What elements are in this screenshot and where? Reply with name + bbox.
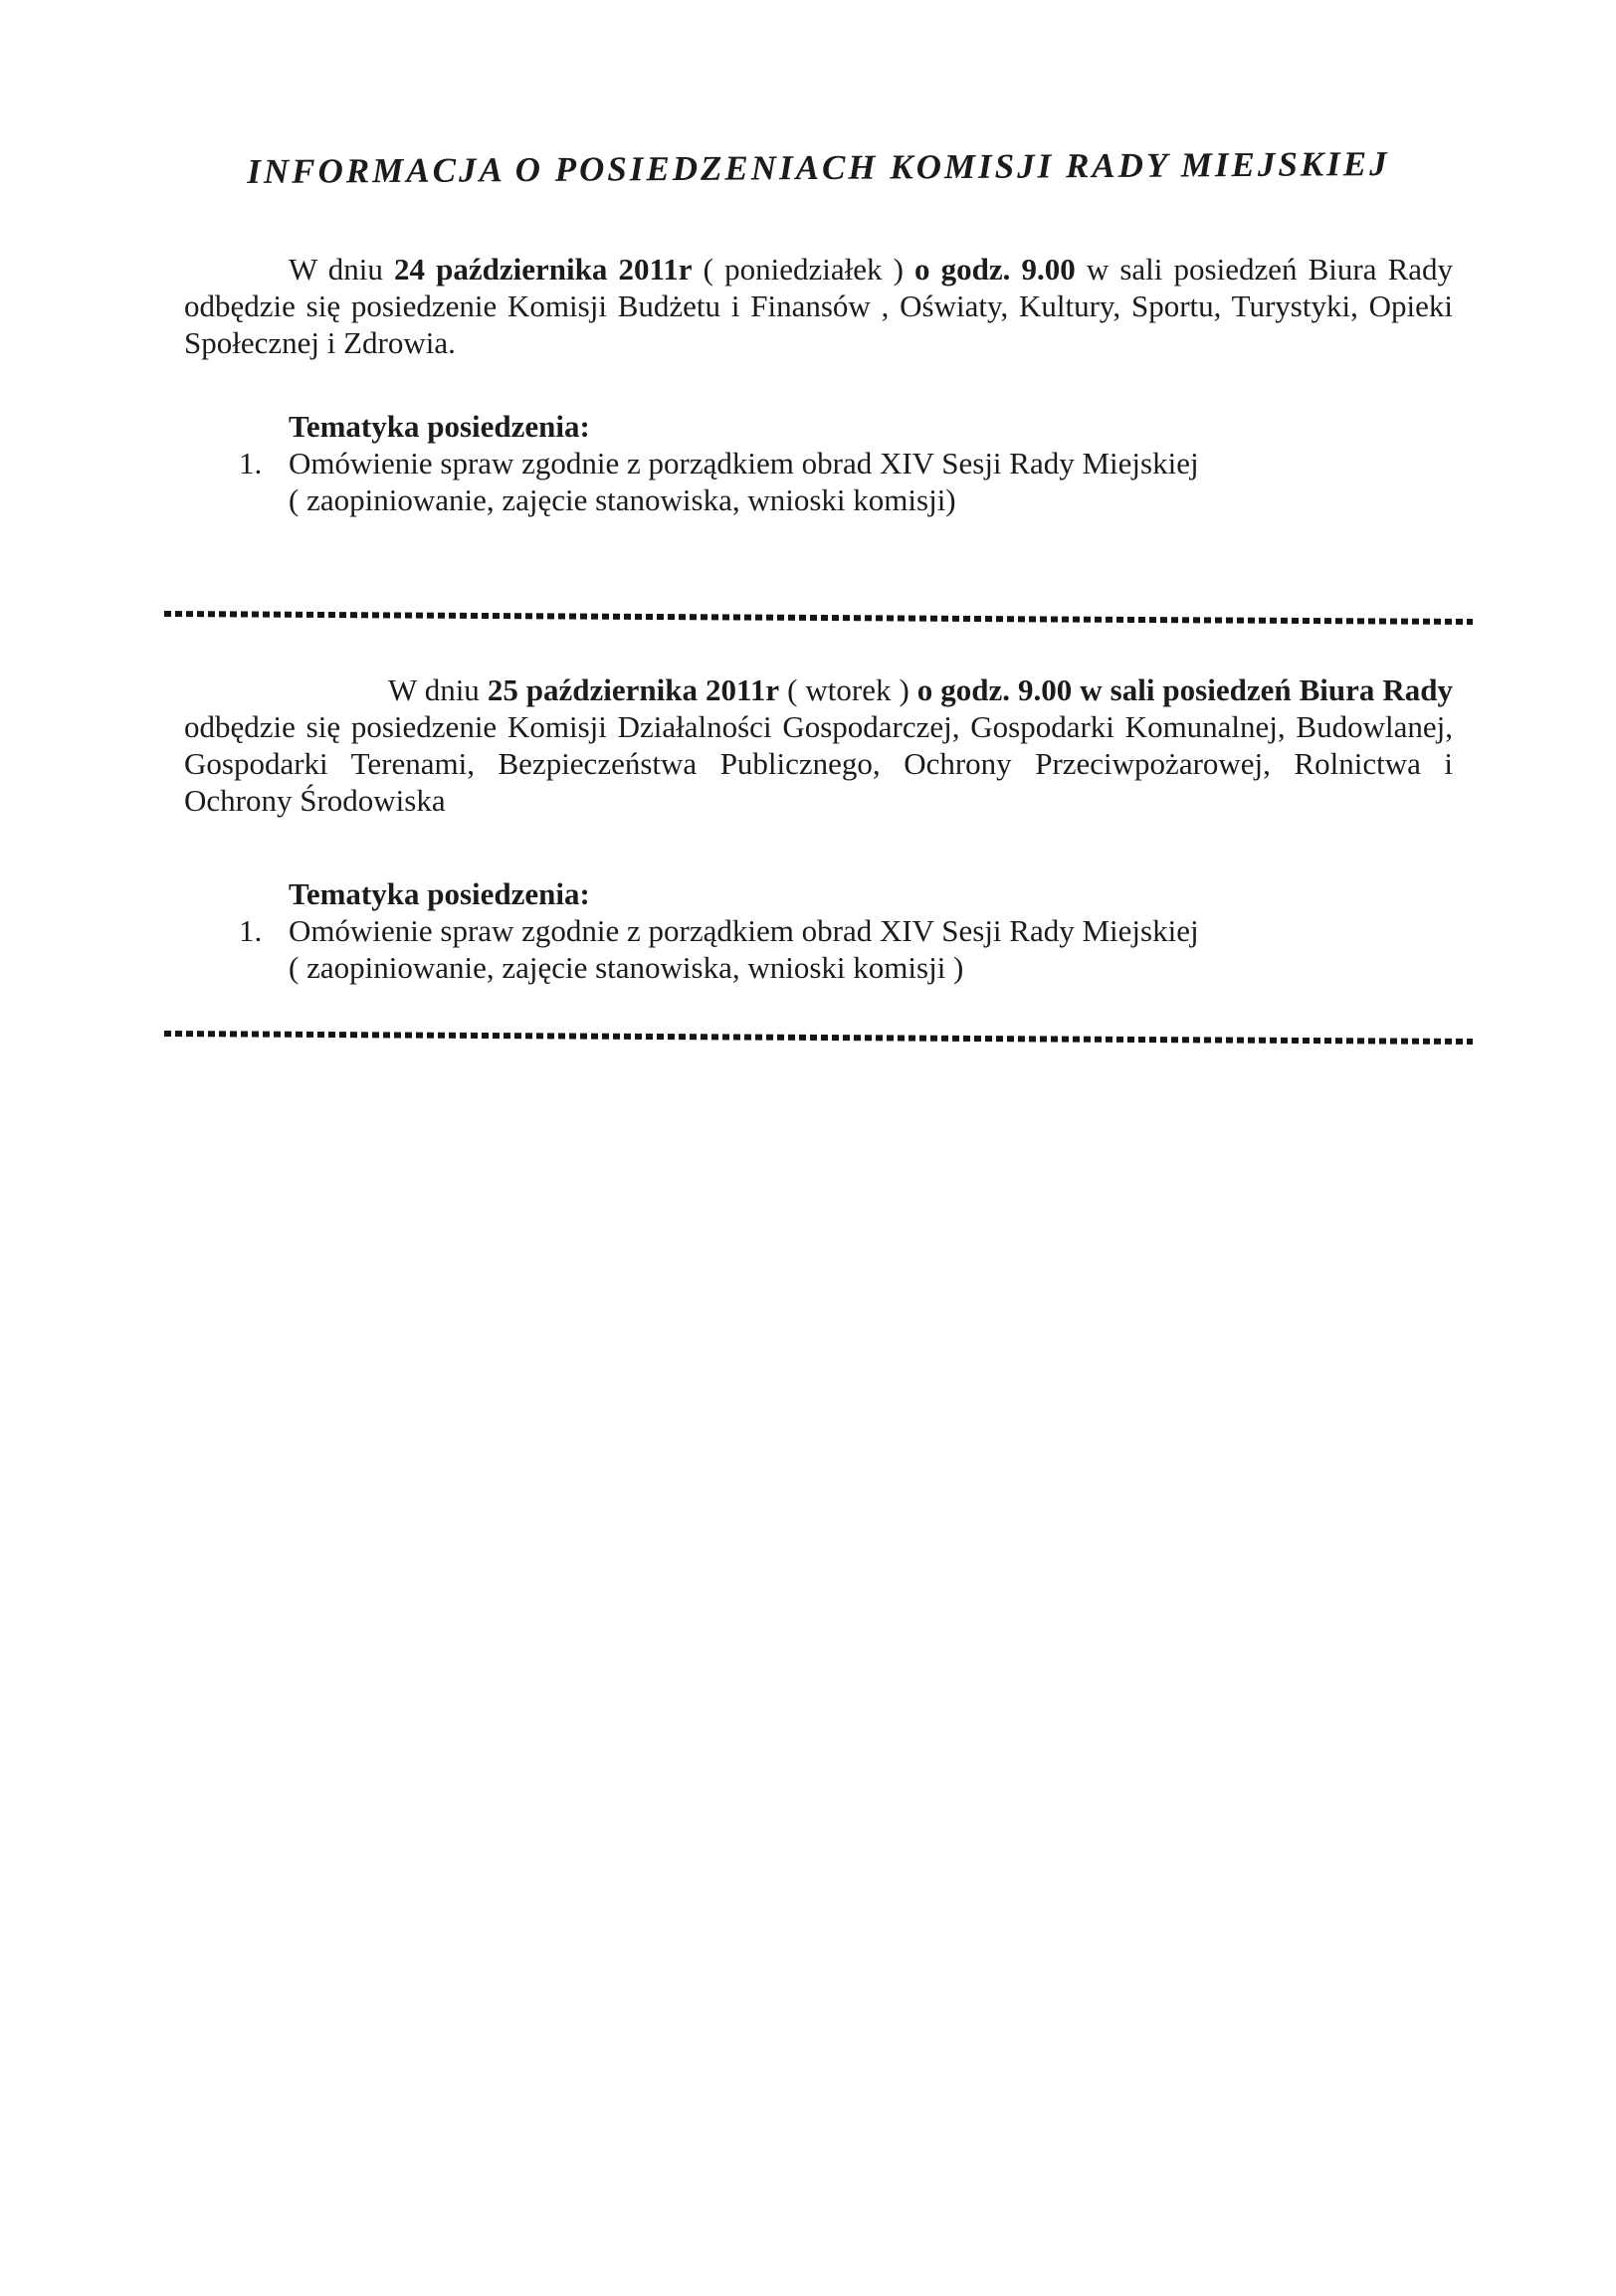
- document-title: INFORMACJA O POSIEDZENIACH KOMISJI RADY MIEJSKIEJ: [247, 143, 1390, 192]
- dashed-separator: [164, 611, 1473, 625]
- meeting-time: o godz. 9.00 w sali posiedzeń Biura Rady: [916, 672, 1454, 707]
- list-item-text: Omówienie spraw zgodnie z porządkiem obrad XIV Sesji Rady Miejskiej: [289, 446, 1199, 480]
- list-item-body: [289, 445, 1453, 518]
- meeting-announcement-paragraph: [184, 251, 1453, 361]
- meeting-weekday: ( wtorek ): [779, 672, 917, 707]
- meeting-date: 24 października 2011r: [394, 252, 693, 287]
- list-item: [239, 912, 1453, 986]
- meeting-announcement-paragraph: [184, 671, 1453, 819]
- meeting-details: odbędzie się posiedzenie Komisji Działalności Gospodarczej, Gospodarki Komunalnej, Budowlanej, Gospodarki Terenami, Bezpieczeństwa Publicznego, Ochrony Przeciwpożarowej, Rolnictwa i Ochrony Środowiska: [184, 709, 1453, 818]
- meeting-section-tuesday: [184, 671, 1453, 986]
- list-item-body: [289, 912, 1453, 986]
- list-item-number: 1.: [239, 913, 263, 948]
- meeting-time: o godz. 9.00: [914, 252, 1076, 287]
- list-item-subtext: ( zaopiniowanie, zajęcie stanowiska, wnioski komisji): [289, 482, 956, 517]
- list-item-number: 1.: [239, 446, 263, 480]
- list-item-subtext: ( zaopiniowanie, zajęcie stanowiska, wnioski komisji ): [289, 950, 964, 985]
- intro-prefix: W dniu: [289, 252, 395, 287]
- dashed-separator: [164, 1031, 1473, 1045]
- meeting-details: w sali posiedzeń Biura Rady odbędzie się posiedzenie Komisji Budżetu i Finansów , Oświaty, Kultury, Sportu, Turystyki, Opieki Społecznej i Zdrowia.: [184, 252, 1454, 360]
- topics-heading: Tematyka posiedzenia:: [289, 409, 590, 444]
- intro-prefix: W dniu: [388, 672, 488, 707]
- list-item-text: Omówienie spraw zgodnie z porządkiem obrad XIV Sesji Rady Miejskiej: [289, 913, 1199, 948]
- meeting-weekday: ( poniedziałek ): [692, 252, 915, 287]
- meeting-date: 25 października 2011r: [487, 672, 780, 707]
- meeting-section-monday: [184, 251, 1453, 518]
- topics-heading: Tematyka posiedzenia:: [289, 876, 590, 911]
- list-item: [239, 445, 1453, 518]
